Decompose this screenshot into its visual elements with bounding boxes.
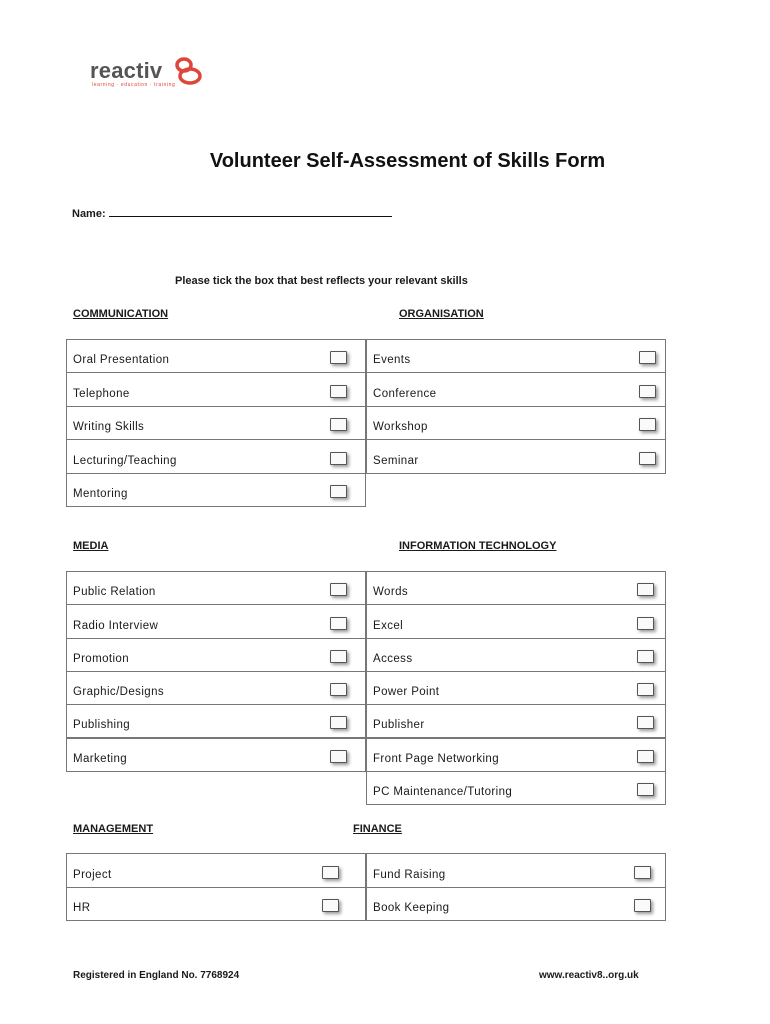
skill-row — [66, 439, 366, 473]
skill-label: Access — [373, 652, 413, 665]
skill-checkbox[interactable] — [637, 583, 654, 596]
skill-label: Events — [373, 354, 411, 367]
management-heading: MANAGEMENT — [73, 823, 154, 835]
skill-row — [66, 604, 366, 638]
skill-label: Workshop — [373, 421, 428, 434]
skill-checkbox[interactable] — [634, 866, 651, 879]
skill-checkbox[interactable] — [330, 617, 347, 630]
skill-label: Mentoring — [73, 487, 128, 500]
skill-checkbox[interactable] — [330, 683, 347, 696]
skill-row — [366, 853, 666, 888]
instruction-text: Please tick the box that best reflects your relevant skills — [175, 275, 468, 287]
skill-label: Book Keeping — [373, 902, 450, 914]
name-input-line[interactable] — [109, 207, 392, 217]
skill-checkbox[interactable] — [322, 899, 339, 912]
form-title: Volunteer Self-Assessment of Skills Form — [209, 150, 606, 172]
information-technology-heading: INFORMATION TECHNOLOGY — [399, 540, 557, 552]
website-url: www.reactiv8..org.uk — [539, 970, 639, 981]
skill-checkbox[interactable] — [639, 385, 656, 398]
skill-checkbox[interactable] — [637, 683, 654, 696]
skill-checkbox[interactable] — [330, 485, 347, 498]
skill-checkbox[interactable] — [330, 716, 347, 729]
skill-label: Promotion — [73, 652, 130, 665]
reactiv8-logo — [90, 54, 220, 94]
skill-row — [66, 339, 366, 373]
skill-label: Fund Raising — [373, 868, 446, 881]
skill-label: Writing Skills — [73, 421, 145, 434]
skill-checkbox[interactable] — [330, 750, 347, 763]
skill-row — [66, 406, 366, 440]
logo-wordmark: reactiv — [90, 58, 163, 83]
skill-label: Publishing — [73, 719, 131, 732]
skill-checkbox[interactable] — [330, 418, 347, 431]
skill-row — [66, 372, 366, 406]
skill-label: Radio Interview — [73, 619, 159, 632]
skill-row — [366, 638, 666, 672]
skill-checkbox[interactable] — [637, 716, 654, 729]
skill-row — [66, 638, 366, 672]
skill-row — [366, 604, 666, 638]
skill-label: HR — [73, 902, 91, 914]
skill-checkbox[interactable] — [330, 452, 347, 465]
skill-checkbox[interactable] — [637, 750, 654, 763]
skill-row — [366, 406, 666, 440]
skill-label: Marketing — [73, 752, 128, 765]
skill-checkbox[interactable] — [634, 899, 651, 912]
skill-row — [366, 671, 666, 705]
skill-row — [366, 439, 666, 473]
skill-row — [366, 339, 666, 373]
name-label: Name: — [72, 208, 106, 220]
skill-checkbox[interactable] — [330, 351, 347, 364]
skill-label: Project — [73, 868, 112, 881]
skill-row — [366, 571, 666, 605]
skill-checkbox[interactable] — [330, 385, 347, 398]
skill-label: Telephone — [73, 387, 130, 400]
skill-label: Oral Presentation — [73, 354, 170, 367]
skill-checkbox[interactable] — [639, 418, 656, 431]
skill-row — [66, 887, 366, 922]
skill-row — [366, 738, 666, 772]
skill-checkbox[interactable] — [330, 650, 347, 663]
skill-label: Words — [373, 586, 409, 599]
skill-row — [66, 671, 366, 705]
skill-row — [366, 704, 666, 738]
skill-label: Public Relation — [73, 586, 156, 599]
logo-tagline: learning · education · training — [92, 82, 176, 88]
skill-checkbox[interactable] — [639, 452, 656, 465]
communication-heading: COMMUNICATION — [73, 308, 169, 320]
skill-label: Conference — [373, 387, 437, 400]
skill-label: Lecturing/Teaching — [73, 454, 177, 467]
skill-checkbox[interactable] — [637, 783, 654, 796]
skill-row — [66, 738, 366, 772]
skill-row — [66, 704, 366, 738]
name-field-row — [72, 207, 392, 220]
skill-row — [66, 473, 366, 507]
skill-label: PC Maintenance/Tutoring — [373, 786, 513, 799]
skill-label: Power Point — [373, 686, 440, 699]
skill-row — [366, 771, 666, 805]
registration-number: Registered in England No. 7768924 — [73, 970, 240, 981]
skill-label: Seminar — [373, 454, 419, 467]
finance-heading: FINANCE — [353, 823, 402, 835]
skill-checkbox[interactable] — [637, 650, 654, 663]
media-heading: MEDIA — [73, 540, 109, 552]
organisation-heading: ORGANISATION — [399, 308, 484, 320]
skill-label: Publisher — [373, 719, 425, 732]
skill-row — [366, 372, 666, 406]
skill-label: Front Page Networking — [373, 752, 500, 765]
skill-row — [366, 887, 666, 922]
skill-label: Excel — [373, 619, 404, 632]
skill-row — [66, 853, 366, 888]
skill-checkbox[interactable] — [639, 351, 656, 364]
skill-label: Graphic/Designs — [73, 686, 165, 699]
skill-row — [66, 571, 366, 605]
skill-checkbox[interactable] — [322, 866, 339, 879]
skill-checkbox[interactable] — [637, 617, 654, 630]
skill-checkbox[interactable] — [330, 583, 347, 596]
